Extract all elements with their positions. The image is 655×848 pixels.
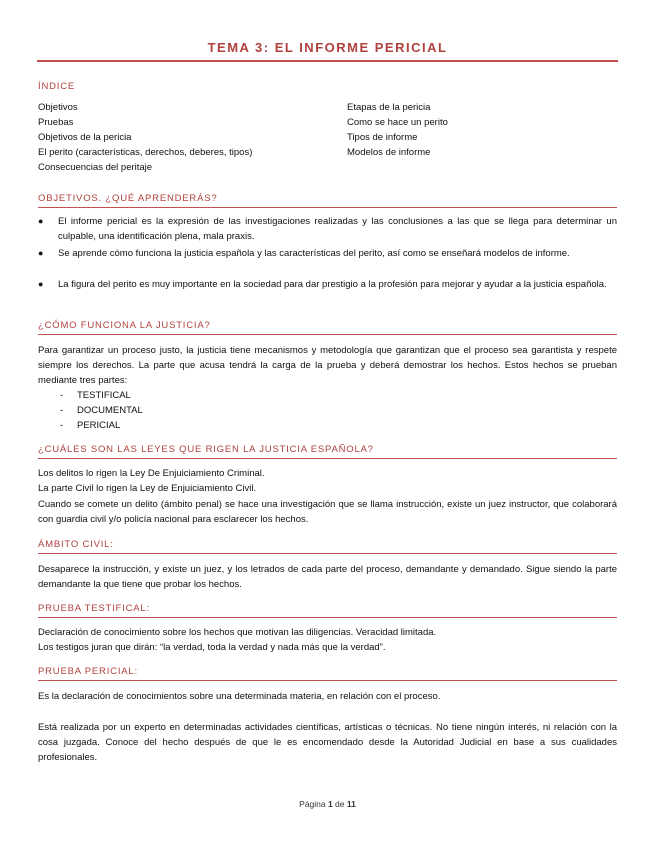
- index-item: Objetivos: [38, 102, 78, 113]
- list-item: - TESTIFICAL: [60, 390, 131, 401]
- bullet-dot-icon: ●: [38, 279, 44, 289]
- section-heading-civil: ÁMBITO CIVIL:: [38, 539, 617, 554]
- footer-of: de: [335, 799, 345, 809]
- index-item: Consecuencias del peritaje: [38, 162, 153, 173]
- section-heading-leyes: ¿CUÁLES SON LAS LEYES QUE RIGEN LA JUSTICIA ESPAÑOLA?: [38, 444, 617, 459]
- bullet-item: [38, 246, 617, 261]
- paragraph-line: Los delitos lo rigen la Ley De Enjuiciamiento Criminal.: [38, 468, 265, 479]
- index-item: Objetivos de la pericia: [38, 132, 132, 143]
- index-item: El perito (características, derechos, deberes, tipos): [38, 147, 253, 158]
- index-item: Como se hace un perito: [347, 117, 448, 128]
- bullet-text: El informe pericial es la expresión de las investigaciones realizadas y las conclusiones a las que se llega para determinar un culpable, una identificación plena, mala praxis.: [58, 216, 617, 242]
- title-underline: [37, 60, 618, 62]
- list-item-text: DOCUMENTAL: [77, 405, 143, 416]
- paragraph: Para garantizar un proceso justo, la justicia tiene mecanismos y metodología que garantizan que el proceso sea garantista y respete siempre los derechos. La parte que acusa tendrá la carga de la prueba y deberá demostrar los hechos. Estos hechos se prueban mediante tres partes:: [38, 345, 617, 386]
- index-item: Modelos de informe: [347, 147, 431, 158]
- bullet-dot-icon: ●: [38, 216, 44, 226]
- bullet-text: La figura del perito es muy importante en la sociedad para dar prestigio a la profesión para mejorar y ayudar a la justicia española.: [58, 279, 607, 290]
- paragraph-line: Es la declaración de conocimientos sobre una determinada materia, en relación con el proceso.: [38, 691, 441, 702]
- list-item: - PERICIAL: [60, 420, 121, 431]
- footer-total-pages: 11: [346, 799, 356, 809]
- list-item: - DOCUMENTAL: [60, 405, 143, 416]
- footer-page-number: 1: [327, 799, 333, 809]
- section-heading-testifical: PRUEBA TESTIFICAL:: [38, 603, 617, 618]
- section-heading-justicia: ¿CÓMO FUNCIONA LA JUSTICIA?: [38, 320, 617, 335]
- list-item-text: TESTIFICAL: [77, 390, 131, 401]
- section-heading-objetivos: OBJETIVOS. ¿QUÉ APRENDERÁS?: [38, 193, 617, 208]
- list-item-text: PERICIAL: [77, 420, 121, 431]
- paragraph-line: Los testigos juran que dirán: “la verdad, toda la verdad y nada más que la verdad”.: [38, 642, 386, 653]
- bullet-item: [38, 214, 617, 244]
- section-heading-pericial: PRUEBA PERICIAL:: [38, 666, 617, 681]
- page-footer: [0, 799, 655, 809]
- bullet-item: [38, 277, 617, 292]
- paragraph: Cuando se comete un delito (ámbito penal) se hace una investigación que se llama instrucción, existe un juez instructor, que colaborará con guardia civil y/o policía nacional para esclarecer los hechos.: [38, 499, 617, 525]
- section-heading-indice: ÍNDICE: [38, 81, 75, 92]
- index-item: Etapas de la pericia: [347, 102, 431, 113]
- document-title: TEMA 3: EL INFORME PERICIAL: [207, 40, 448, 55]
- paragraph-line: La parte Civil lo rigen la Ley de Enjuiciamiento Civil.: [38, 483, 257, 494]
- bullet-dot-icon: ●: [38, 248, 44, 258]
- paragraph: Desaparece la instrucción, y existe un juez, y los letrados de cada parte del proceso, demandante y demandado. Sigue siendo la parte demandante la que tiene que probar los hechos.: [38, 564, 617, 590]
- bullet-text: Se aprende cómo funciona la justicia española y las características del perito, así como se enseñará modelos de informe.: [58, 248, 570, 259]
- index-item: Tipos de informe: [347, 132, 418, 143]
- paragraph-line: Declaración de conocimiento sobre los hechos que motivan las diligencias. Veracidad limitada.: [38, 627, 437, 638]
- index-item: Pruebas: [38, 117, 74, 128]
- footer-prefix: Página: [299, 799, 326, 809]
- paragraph: Está realizada por un experto en determinadas actividades científicas, artísticas o técnicas. No tiene ningún interés, ni relación con la cosa juzgada. Conoce del hecho después de que le es encomendado desde la Autoridad Judicial en base a sus cualidades profesionales.: [38, 722, 617, 763]
